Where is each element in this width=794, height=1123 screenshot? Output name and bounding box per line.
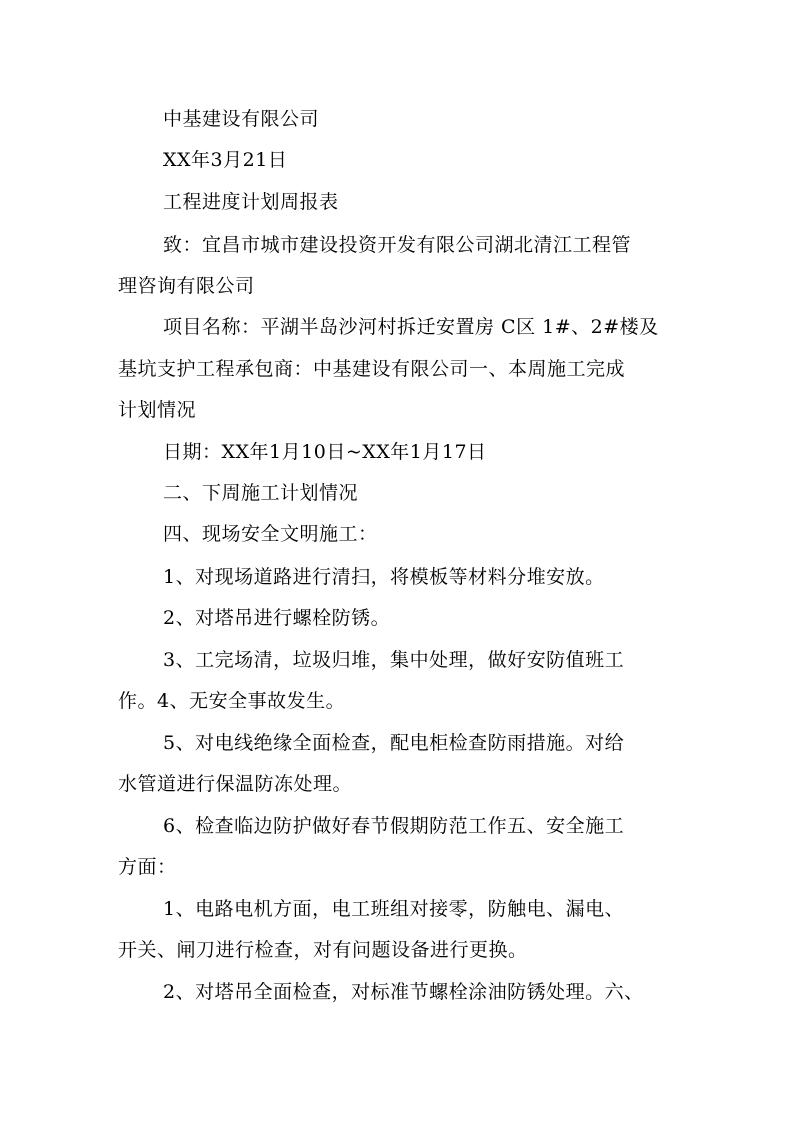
construction-safety-item-2-line-1: 2、对塔吊全面检查，对标准节螺栓涂油防锈处理。六、 [163,981,644,1003]
safety-item-6-line-1: 6、检查临边防护做好春节假期防范工作五、安全施工 [163,815,625,837]
recipient-line-1: 致：宜昌市城市建设投资开发有限公司湖北清江工程管 [163,234,632,256]
project-name-line-3: 计划情况 [118,399,197,421]
safety-item-5-line-2: 水管道进行保温防冻处理。 [118,773,353,795]
report-period: 日期：XX年1月10日~XX年1月17日 [163,441,487,463]
report-title: 工程进度计划周报表 [163,191,339,213]
project-name-line-1: 项目名称：平湖半岛沙河村拆迁安置房 C区 1#、2#楼及 [163,316,659,338]
project-name-line-2: 基坑支护工程承包商：中基建设有限公司一、本周施工完成 [118,358,626,380]
construction-safety-item-1-line-1: 1、电路电机方面，电工班组对接零，防触电、漏电、 [163,898,625,920]
safety-item-3-line-2: 作。4、无安全事故发生。 [118,690,346,712]
safety-item-5-line-1: 5、对电线绝缘全面检查，配电柜检查防雨措施。对给 [163,732,625,754]
company-name: 中基建设有限公司 [163,108,320,130]
section-next-week-plan: 二、下周施工计划情况 [163,482,359,504]
recipient-line-2: 理咨询有限公司 [118,275,255,297]
section-site-safety: 四、现场安全文明施工： [163,523,378,545]
safety-item-2: 2、对塔吊进行螺栓防锈。 [163,607,391,629]
report-date: XX年3月21日 [163,149,288,171]
safety-item-3-line-1: 3、工完场清，垃圾归堆，集中处理，做好安防值班工 [163,649,625,671]
safety-item-6-line-2: 方面： [118,856,177,878]
construction-safety-item-1-line-2: 开关、闸刀进行检查，对有问题设备进行更换。 [118,939,528,961]
safety-item-1: 1、对现场道路进行清扫，将模板等材料分堆安放。 [163,566,605,588]
